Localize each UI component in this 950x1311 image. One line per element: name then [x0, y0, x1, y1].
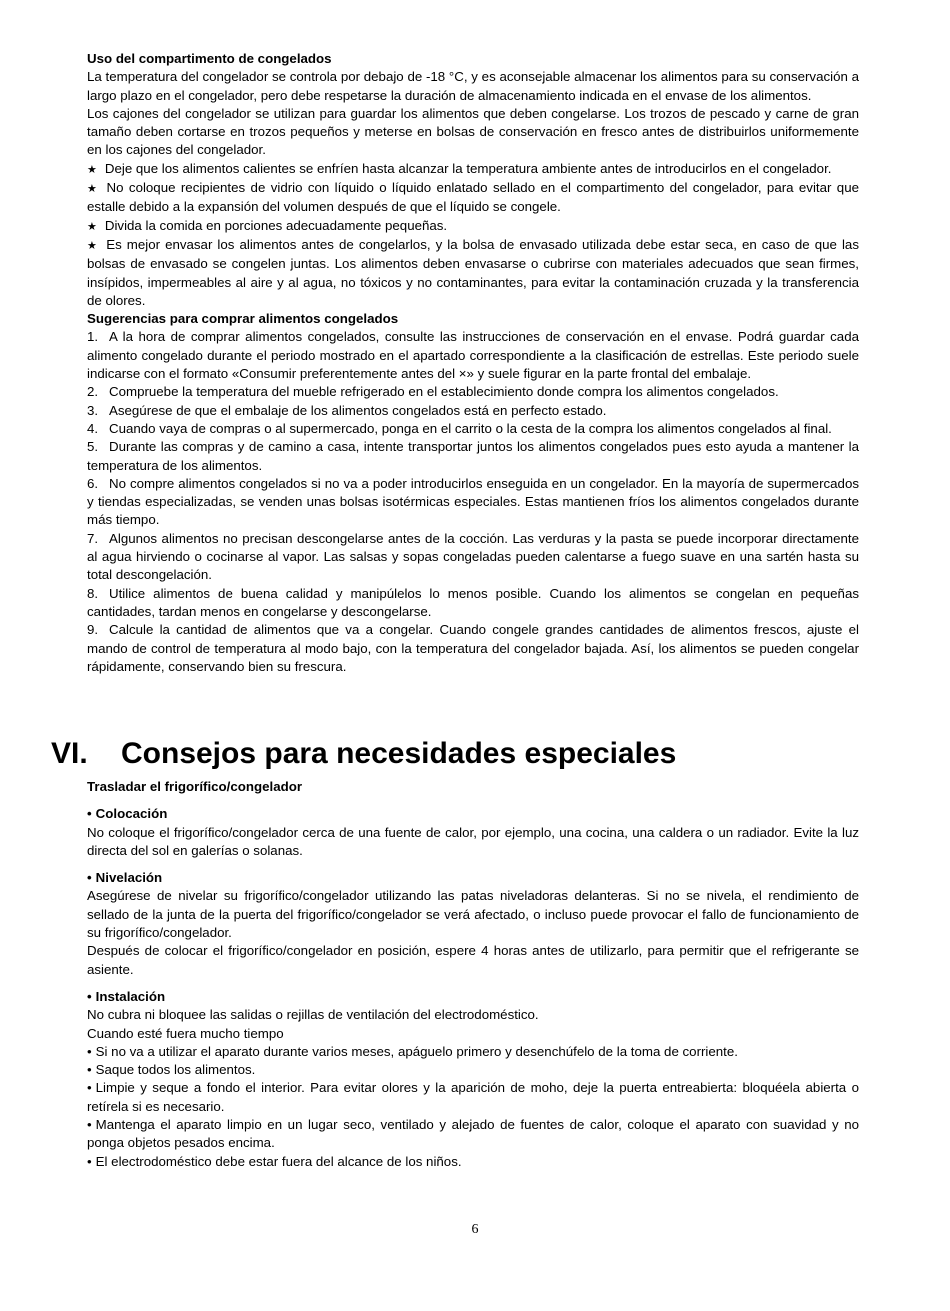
away-item: • Si no va a utilizar el aparato durante varios meses, apáguelo primero y desenchúfelo de la toma de corriente. [87, 1043, 859, 1061]
item-text: Durante las compras y de camino a casa, intente transportar juntos los alimentos congelados pues esto ayuda a mantener la temperatura de los alimentos. [87, 439, 859, 473]
moving-section [87, 778, 859, 1171]
freezer-section [87, 50, 859, 676]
shopping-item [87, 420, 859, 438]
leveling-text: Después de colocar el frigorífico/congelador en posición, espere 4 horas antes de utilizarlo, para permitir que el refrigerante se asiente. [87, 943, 859, 977]
away-heading: Cuando esté fuera mucho tiempo [87, 1025, 284, 1041]
item-text: Compruebe la temperatura del mueble refrigerado en el establecimiento donde compra los alimentos congelados. [109, 384, 779, 400]
item-number: 5. [87, 439, 99, 455]
star-item: ★ Divida la comida en porciones adecuadamente pequeñas. [87, 217, 859, 236]
placement-heading: • Colocación [87, 805, 859, 823]
away-item: • El electrodoméstico debe estar fuera del alcance de los niños. [87, 1153, 859, 1171]
item-text: No compre alimentos congelados si no va a poder introducirlos enseguida en un congelador. En la mayoría de supermercados y tiendas especializadas, se venden unas bolsas isotérmicas especiales. Estas mantienen fríos los alimentos congelados durante más tiempo. [87, 475, 859, 528]
item-text: Algunos alimentos no precisan descongelarse antes de la cocción. Las verduras y la pasta se puede incorporar directamente al agua hirviendo o cocinarse al vapor. Las salsas y sopas congeladas pueden calentarse a fuego suave en una sartén hasta su total descongelación. [87, 530, 859, 583]
freezer-heading: Uso del compartimento de congelados [87, 51, 332, 66]
shopping-item [87, 438, 859, 475]
star-item: ★ Es mejor envasar los alimentos antes de congelarlos, y la bolsa de envasado utilizada debe estar seca, en caso de que las bolsas de envasado se congelen juntas. Los alimentos deben envasarse o cubrirse con materiales adecuados que sean firmes, insípidos, impermeables al aire y al agua, no tóxicos y no contaminantes, para evitar la contaminación cruzada y la transferencia de olores. [87, 236, 859, 310]
item-text: Utilice alimentos de buena calidad y manipúlelos lo menos posible. Cuando los alimentos se congelan en pequeñas cantidades, tardan menos en congelarse y descongelarse. [87, 585, 859, 619]
leveling-heading: • Nivelación [87, 869, 859, 887]
star-item: ★ Deje que los alimentos calientes se enfríen hasta alcanzar la temperatura ambiente antes de introducirlos en el congelador. [87, 160, 859, 179]
item-number: 7. [87, 530, 99, 546]
star-item: ★ No coloque recipientes de vidrio con líquido o líquido enlatado sellado en el compartimento del congelador, para evitar que estalle debido a la expansión del volumen después de que el líquido se congele. [87, 179, 859, 217]
section-title-text: Consejos para necesidades especiales [121, 737, 677, 770]
item-number: 8. [87, 585, 99, 601]
item-number: 1. [87, 329, 99, 345]
away-item: • Limpie y seque a fondo el interior. Para evitar olores y la aparición de moho, deje la puerta entreabierta: bloquéela abierta o retírela si es necesario. [87, 1079, 859, 1116]
item-text: A la hora de comprar alimentos congelados, consulte las instrucciones de conservación en el envase. Podrá guardar cada alimento congelado durante el periodo mostrado en el apartado correspondiente a la clasificación de estrellas. Este periodo suele indicarse con el formato «Consumir preferentemente antes del ×» y suele figurar en la parte frontal del embalaje. [87, 329, 859, 382]
away-item: • Saque todos los alimentos. [87, 1061, 859, 1079]
moving-heading: Trasladar el frigorífico/congelador [87, 779, 303, 794]
freezer-intro-1: La temperatura del congelador se controla por debajo de -18 °C, y es aconsejable almacenar los alimentos para su conservación a largo plazo en el congelador, pero debe respetarse la duración de almacenamiento indicada en el envase de los alimentos. [87, 69, 859, 103]
shopping-item [87, 402, 859, 420]
item-number: 6. [87, 475, 99, 491]
placement-text: No coloque el frigorífico/congelador cerca de una fuente de calor, por ejemplo, una cocina, una caldera o un radiador. Evite la luz directa del sol en galerías o solanas. [87, 824, 859, 858]
installation-text: No cubra ni bloquee las salidas o rejillas de ventilación del electrodoméstico. [87, 1007, 539, 1023]
shopping-item [87, 328, 859, 383]
item-number: 2. [87, 384, 99, 400]
leveling-text: Asegúrese de nivelar su frigorífico/congelador utilizando las patas niveladoras delanteras. Si no se nivela, el rendimiento de sellado de la junta de la puerta del frigorífico/congelador se verá afectado, o incluso puede provocar el fallo de funcionamiento de su frigorífico/congelador. [87, 888, 859, 941]
item-text: Calcule la cantidad de alimentos que va a congelar. Cuando congele grandes cantidades de alimentos frescos, ajuste el mando de control de temperatura al modo bajo, con la temperatura del congelador bajada. Así, los alimentos se pueden congelar rápidamente, conservando bien su frescura. [87, 622, 859, 674]
away-item: • Mantenga el aparato limpio en un lugar seco, ventilado y alejado de fuentes de calor, coloque el aparato con suavidad y no ponga objetos pesados encima. [87, 1116, 859, 1153]
shopping-item [87, 475, 859, 530]
item-number: 3. [87, 402, 99, 418]
section-title [51, 734, 911, 774]
item-text: Asegúrese de que el embalaje de los alimentos congelados está en perfecto estado. [109, 402, 607, 418]
freezer-intro-2: Los cajones del congelador se utilizan para guardar los alimentos que deben congelarse. Los trozos de pescado y carne de gran tamaño deben cortarse en trozos pequeños y meterse en bolsas de conservación en fresco antes de distribuirlos uniformemente en los cajones del congelador. [87, 105, 859, 158]
section-number: VI. [51, 737, 88, 770]
page-number: 6 [471, 1222, 479, 1237]
item-number: 9. [87, 622, 99, 638]
shopping-item [87, 530, 859, 585]
item-number: 4. [87, 420, 99, 436]
installation-heading: • Instalación [87, 988, 859, 1006]
shopping-item [87, 621, 859, 676]
item-text: Cuando vaya de compras o al supermercado, ponga en el carrito o la cesta de la compra los alimentos congelados al final. [109, 420, 832, 436]
shopping-heading: Sugerencias para comprar alimentos congelados [87, 311, 399, 327]
shopping-item [87, 383, 859, 401]
shopping-item [87, 585, 859, 622]
